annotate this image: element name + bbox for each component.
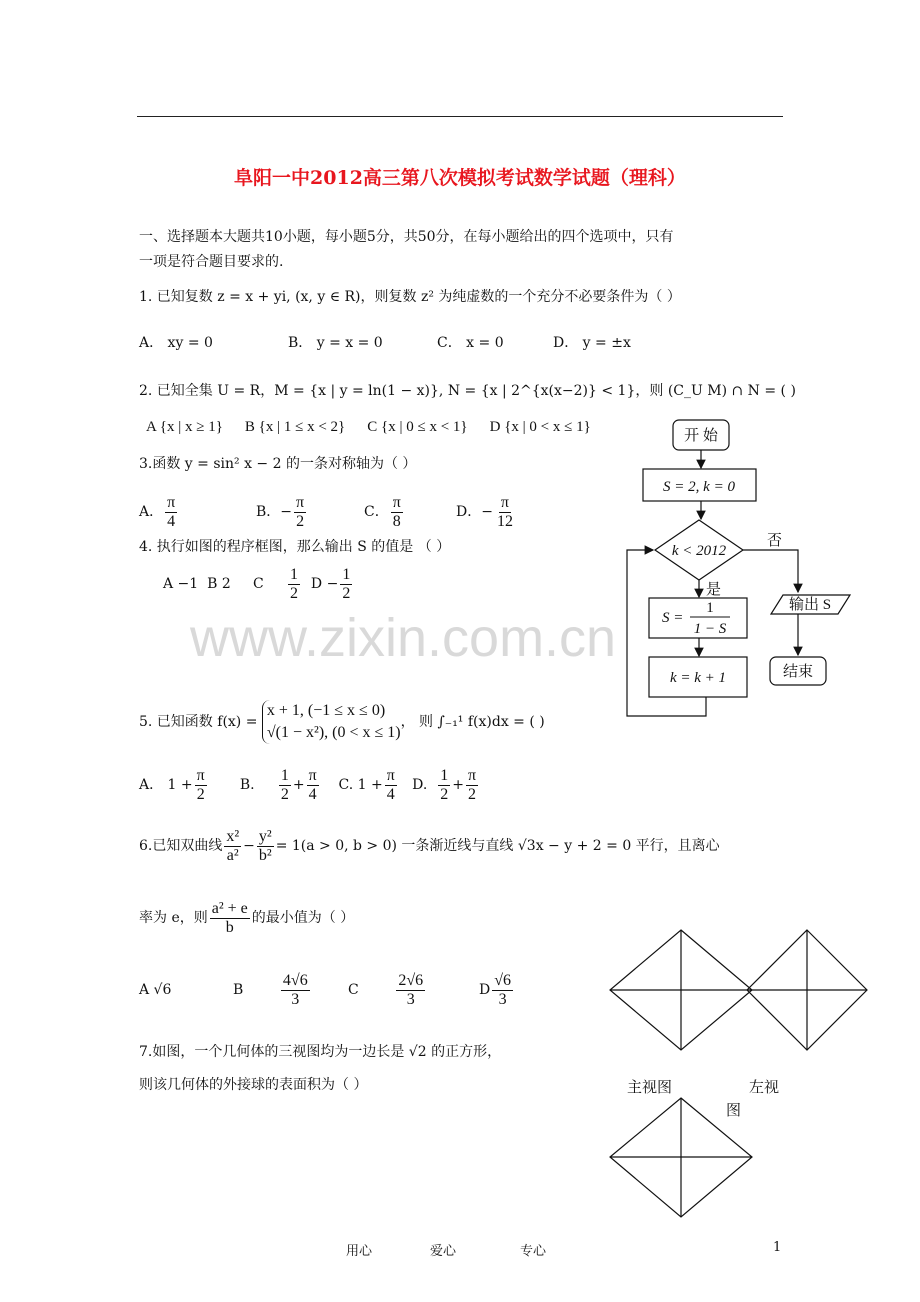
case-2: √(1 − x²), (0 < x ≤ 1): [266, 724, 401, 741]
denominator: 12: [496, 512, 513, 530]
numerator: π: [296, 493, 305, 511]
denominator: 2: [290, 584, 299, 602]
q4-option-d: D −: [310, 576, 339, 592]
denominator: 4: [308, 785, 317, 803]
q4-option-b: B 2: [207, 576, 231, 592]
front-view: [610, 930, 752, 1050]
numerator: 2√6: [398, 971, 424, 989]
q7-text-1: 7.如图，一个几何体的三视图均为一边长是 √2 的正方形，: [139, 1044, 502, 1060]
q6-line2-suffix: 的最小值为（ ）: [251, 910, 355, 926]
init-label: S = 2, k = 0: [663, 479, 735, 495]
q3-text: 3.函数 y = sin² x − 2 的一条对称轴为（ ）: [139, 456, 417, 472]
option-label: D．−: [456, 504, 493, 520]
q5-suffix: ， 则 ∫₋₁¹ f(x)dx = ( ): [400, 714, 545, 730]
side-view: [747, 930, 867, 1050]
section-intro-2: 一项是符合题目要求的.: [139, 254, 284, 270]
denominator: b²: [258, 846, 272, 864]
denominator: 2: [440, 785, 449, 803]
option-label: C: [348, 982, 359, 998]
assign-numerator: 1: [706, 600, 714, 616]
q6-option-a: A √6: [139, 982, 172, 998]
side-view-label-1: 左视: [749, 1080, 780, 1096]
q1-text: 1. 已知复数 z = x + yi, (x, y ∈ R)，则复数 z² 为纯虚数的一个充分不必要条件为（ ）: [139, 289, 681, 305]
option-label: C．: [364, 504, 389, 520]
denominator: 4: [386, 785, 395, 803]
arrow-no: [743, 550, 798, 592]
q6-prefix: 6.已知双曲线: [139, 838, 223, 854]
q5-prefix: 5. 已知函数 f(x) =: [139, 714, 262, 730]
denominator: 2: [280, 785, 289, 803]
option-label: A．: [139, 504, 164, 520]
section-intro-1: 一、选择题本大题共10小题，每小题5分，共50分，在每小题给出的四个选项中，只有: [139, 229, 674, 245]
case-1: x + 1, (−1 ≤ x ≤ 0): [266, 702, 386, 719]
yes-label: 是: [706, 582, 722, 598]
numerator: π: [386, 766, 395, 784]
q6-suffix: = 1(a > 0, b > 0) 一条渐近线与直线 √3x − y + 2 = 0 平行，且离心: [275, 838, 720, 854]
q4-option-c: C: [253, 576, 264, 592]
three-views: [610, 930, 867, 1217]
q1-option-c: C． x = 0: [437, 335, 504, 351]
denominator: 3: [291, 990, 300, 1008]
numerator: π: [196, 766, 205, 784]
q5-options: A． 1 + $\frac{\pi}{2}$ B. $\frac{1}{2}$ + $\frac{\pi}{4}$ C. 1 + $\frac{\pi}{4}$ D. $\frac{1}{2}$ + $\frac{\pi}{2}$: [139, 766, 477, 803]
numerator: π: [392, 493, 401, 511]
numerator: √6: [494, 971, 512, 989]
denominator: 3: [498, 990, 507, 1008]
q4-text: 4. 执行如图的程序框图，那么输出 S 的值是 （ ）: [139, 539, 451, 555]
q2-option-a: A {x | x ≥ 1}: [146, 419, 223, 435]
footer-text-2: 爱心: [430, 1244, 457, 1259]
no-label: 否: [767, 533, 783, 549]
assign-denominator: 1 − S: [693, 621, 727, 637]
increment-label: k = k + 1: [669, 670, 727, 686]
denominator: 2: [296, 512, 305, 530]
denominator: a²: [226, 846, 239, 864]
denominator: 3: [406, 990, 415, 1008]
denominator: 4: [167, 512, 176, 530]
footer-text-1: 用心: [346, 1244, 373, 1259]
footer-text-3: 专心: [520, 1244, 547, 1259]
q6-line2-prefix: 率为 e，则: [139, 910, 208, 926]
page-number: 1: [773, 1240, 782, 1255]
q5-option-c: C. 1 +: [338, 777, 383, 793]
minus-sign: −: [243, 838, 255, 854]
denominator: 2: [196, 785, 205, 803]
numerator: x²: [226, 827, 240, 845]
side-view-label-2: 图: [726, 1103, 742, 1119]
numerator: 1: [280, 766, 289, 784]
q2-option-b: B {x | 1 ≤ x < 2}: [244, 419, 346, 435]
q1-option-b: B． y = x = 0: [288, 335, 383, 351]
condition-label: k < 2012: [671, 543, 727, 559]
denominator: b: [225, 918, 234, 936]
numerator: π: [167, 493, 176, 511]
start-label: 开 始: [684, 428, 718, 444]
numerator: π: [500, 493, 509, 511]
front-view-label: 主视图: [627, 1080, 673, 1096]
q5-option-a: A． 1 +: [139, 777, 193, 793]
q4-option-a: A −1: [163, 576, 199, 592]
denominator: 2: [468, 785, 477, 803]
numerator: y²: [258, 827, 272, 845]
option-label: B．−: [256, 504, 293, 520]
page-title: 阜阳一中2012高三第八次模拟考试数学试题（理科）: [234, 167, 686, 189]
end-label: 结束: [782, 664, 814, 680]
q7-text-2: 则该几何体的外接球的表面积为（ ）: [139, 1077, 368, 1093]
q2-option-c: C {x | 0 ≤ x < 1}: [367, 419, 468, 435]
numerator: 1: [342, 565, 351, 583]
numerator: π: [308, 766, 317, 784]
assign-label: S =: [662, 610, 684, 626]
option-label: B: [233, 982, 244, 998]
q2-option-d: D {x | 0 < x ≤ 1}: [489, 419, 591, 435]
q5-option-d: D.: [412, 777, 428, 793]
watermark: www.zixin.com.cn: [190, 608, 617, 668]
denominator: 8: [392, 512, 401, 530]
q5-option-b: B.: [239, 777, 255, 793]
numerator: π: [468, 766, 477, 784]
numerator: 4√6: [282, 971, 308, 989]
denominator: 2: [342, 584, 351, 602]
q1-option-a: A． xy = 0: [139, 335, 213, 351]
q1-option-d: D． y = ±x: [553, 335, 631, 351]
flowchart: [627, 420, 850, 716]
numerator: 1: [440, 766, 449, 784]
option-label: D: [479, 982, 491, 998]
numerator: a² + e: [211, 899, 248, 917]
output-label: 输出 S: [788, 597, 832, 613]
q2-text: 2. 已知全集 U = R，M = {x | y = ln(1 − x)}, N = {x | 2^{x(x−2)} < 1}，则 (C_U M) ∩ N = ( ): [139, 383, 796, 399]
numerator: 1: [290, 565, 299, 583]
